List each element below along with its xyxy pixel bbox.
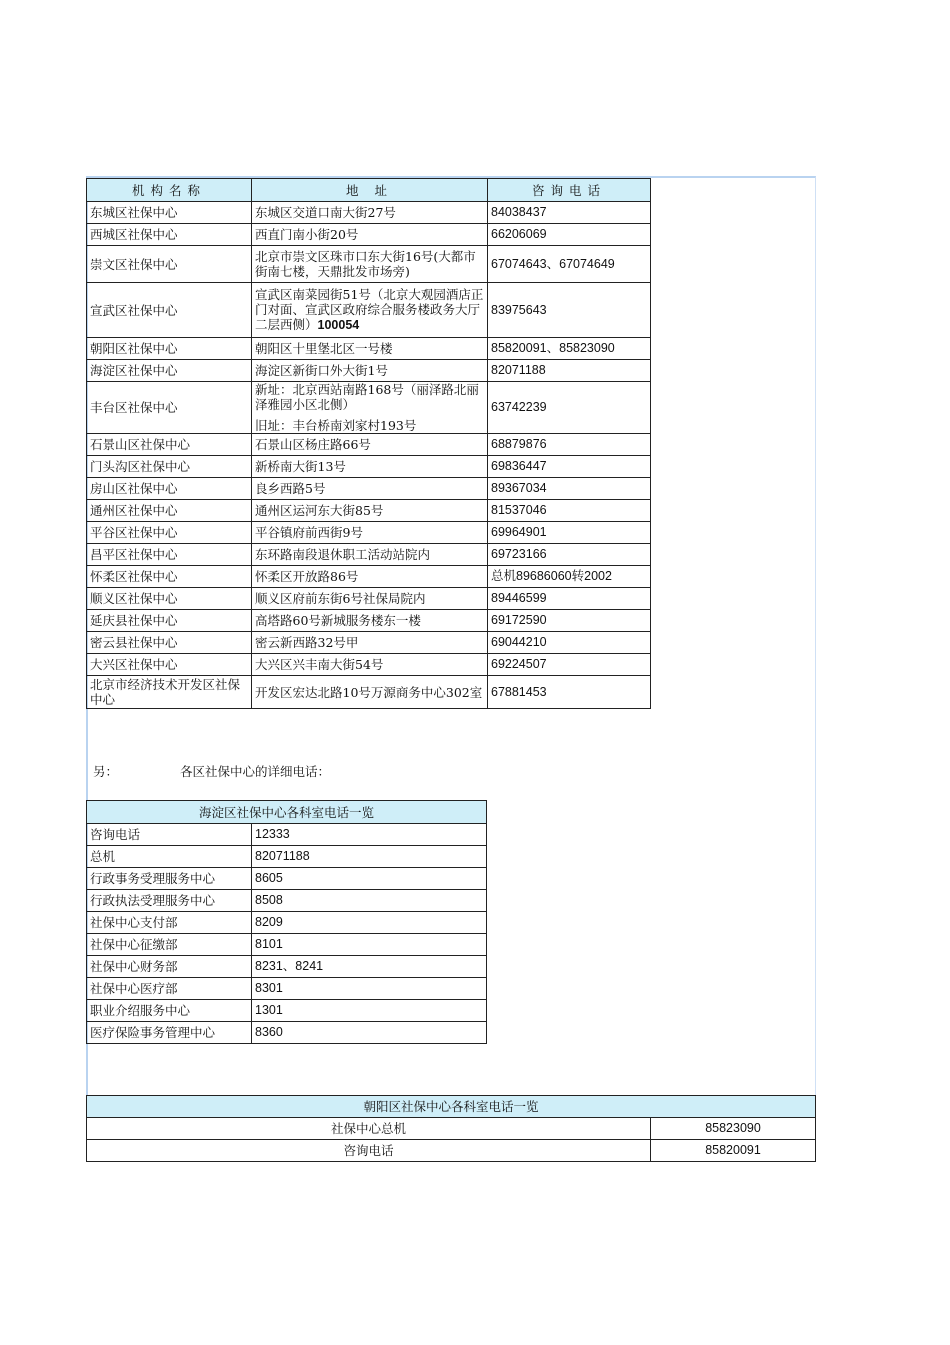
table-row bbox=[87, 360, 651, 382]
center-address bbox=[252, 588, 488, 610]
social-security-centers-table bbox=[86, 178, 651, 709]
address-text: 平谷镇府前西街9号 bbox=[255, 525, 363, 540]
center-name: 大兴区社保中心 bbox=[87, 654, 252, 676]
table-row bbox=[87, 522, 651, 544]
table-row bbox=[87, 434, 651, 456]
department-phone: 8301 bbox=[252, 978, 487, 1000]
center-name: 延庆县社保中心 bbox=[87, 610, 252, 632]
center-address bbox=[252, 338, 488, 360]
address-text: 海淀区新街口外大街1号 bbox=[255, 363, 388, 378]
table-row bbox=[87, 654, 651, 676]
table-row bbox=[87, 456, 651, 478]
department-phone: 85823090 bbox=[651, 1118, 816, 1140]
center-name: 昌平区社保中心 bbox=[87, 544, 252, 566]
center-address bbox=[252, 202, 488, 224]
center-phone: 69836447 bbox=[488, 456, 651, 478]
department-name: 社保中心财务部 bbox=[87, 956, 252, 978]
center-address bbox=[252, 246, 488, 283]
center-name: 顺义区社保中心 bbox=[87, 588, 252, 610]
table-row bbox=[87, 544, 651, 566]
chaoyang-departments-table bbox=[86, 1095, 816, 1162]
center-phone: 68879876 bbox=[488, 434, 651, 456]
center-name: 崇文区社保中心 bbox=[87, 246, 252, 283]
table-row bbox=[87, 1140, 816, 1162]
address-text: 宣武区南菜园街51号（北京大观园酒店正门对面、宣武区政府综合服务楼政务大厅二层西侧） bbox=[255, 287, 484, 332]
center-phone: 69044210 bbox=[488, 632, 651, 654]
table-row bbox=[87, 283, 651, 338]
table-header-row bbox=[87, 179, 651, 202]
center-name: 宣武区社保中心 bbox=[87, 283, 252, 338]
department-phone: 12333 bbox=[252, 824, 487, 846]
table-row bbox=[87, 588, 651, 610]
address-text: 开发区宏达北路10号万源商务中心302室 bbox=[255, 684, 483, 700]
address-text: 大兴区兴丰南大街54号 bbox=[255, 657, 384, 672]
old-address-text: 旧址：丰台桥南刘家村193号 bbox=[255, 418, 417, 433]
center-phone: 67881453 bbox=[488, 676, 651, 709]
note-prefix: 另： bbox=[93, 764, 119, 779]
address-text: 良乡西路5号 bbox=[255, 481, 326, 496]
center-address bbox=[252, 610, 488, 632]
table-row bbox=[87, 566, 651, 588]
center-phone: 85820091、85823090 bbox=[488, 338, 651, 360]
center-address bbox=[252, 456, 488, 478]
address-text: 石景山区杨庄路66号 bbox=[255, 437, 371, 452]
table-row bbox=[87, 824, 487, 846]
address-text: 密云新西路32号甲 bbox=[255, 635, 359, 650]
center-phone: 总机89686060转2002 bbox=[488, 566, 651, 588]
header-phone: 咨询电话 bbox=[488, 179, 651, 202]
center-phone: 66206069 bbox=[488, 224, 651, 246]
address-text: 朝阳区十里堡北区一号楼 bbox=[255, 341, 393, 356]
center-address bbox=[252, 500, 488, 522]
department-name: 行政事务受理服务中心 bbox=[87, 868, 252, 890]
center-address bbox=[252, 224, 488, 246]
department-name: 社保中心征缴部 bbox=[87, 934, 252, 956]
address-text: 顺义区府前东街6号社保局院内 bbox=[255, 591, 426, 606]
table-row bbox=[87, 246, 651, 283]
center-phone: 89446599 bbox=[488, 588, 651, 610]
center-name: 石景山区社保中心 bbox=[87, 434, 252, 456]
table-row bbox=[87, 868, 487, 890]
center-phone: 63742239 bbox=[488, 382, 651, 434]
department-name: 社保中心支付部 bbox=[87, 912, 252, 934]
center-address bbox=[252, 382, 488, 434]
header-name: 机构名称 bbox=[87, 179, 252, 202]
center-address bbox=[252, 676, 488, 709]
address-text: 新桥南大街13号 bbox=[255, 459, 346, 474]
chaoyang-table-title: 朝阳区社保中心各科室电话一览 bbox=[87, 1096, 816, 1118]
center-phone: 82071188 bbox=[488, 360, 651, 382]
table-row bbox=[87, 1000, 487, 1022]
center-address bbox=[252, 283, 488, 338]
table-row bbox=[87, 382, 651, 434]
center-address bbox=[252, 632, 488, 654]
haidian-table-title: 海淀区社保中心各科室电话一览 bbox=[87, 801, 487, 824]
center-name: 北京市经济技术开发区社保中心 bbox=[87, 676, 252, 709]
address-text: 西直门南小街20号 bbox=[255, 227, 359, 242]
department-phone: 8101 bbox=[252, 934, 487, 956]
center-phone: 83975643 bbox=[488, 283, 651, 338]
address-text: 怀柔区开放路86号 bbox=[255, 569, 359, 584]
table-row bbox=[87, 500, 651, 522]
table-row bbox=[87, 934, 487, 956]
center-address bbox=[252, 654, 488, 676]
table-row bbox=[87, 224, 651, 246]
haidian-departments-table bbox=[86, 800, 487, 1044]
note-text: 各区社保中心的详细电话： bbox=[180, 764, 331, 779]
table-row bbox=[87, 338, 651, 360]
center-name: 海淀区社保中心 bbox=[87, 360, 252, 382]
center-phone: 69172590 bbox=[488, 610, 651, 632]
department-phone: 82071188 bbox=[252, 846, 487, 868]
center-address bbox=[252, 544, 488, 566]
table-row bbox=[87, 676, 651, 709]
table-row bbox=[87, 978, 487, 1000]
center-address bbox=[252, 566, 488, 588]
center-address bbox=[252, 360, 488, 382]
center-phone: 67074643、67074649 bbox=[488, 246, 651, 283]
center-phone: 84038437 bbox=[488, 202, 651, 224]
table-row bbox=[87, 912, 487, 934]
center-phone: 69723166 bbox=[488, 544, 651, 566]
center-name: 密云县社保中心 bbox=[87, 632, 252, 654]
center-address bbox=[252, 522, 488, 544]
table-row bbox=[87, 956, 487, 978]
center-name: 丰台区社保中心 bbox=[87, 382, 252, 434]
department-phone: 8209 bbox=[252, 912, 487, 934]
table-row bbox=[87, 1118, 816, 1140]
department-name: 咨询电话 bbox=[87, 1140, 651, 1162]
center-phone: 69964901 bbox=[488, 522, 651, 544]
center-name: 西城区社保中心 bbox=[87, 224, 252, 246]
center-name: 门头沟区社保中心 bbox=[87, 456, 252, 478]
address-text: 东环路南段退休职工活动站院内 bbox=[255, 547, 431, 562]
department-name: 总机 bbox=[87, 846, 252, 868]
center-name: 通州区社保中心 bbox=[87, 500, 252, 522]
table-row bbox=[87, 632, 651, 654]
table-row bbox=[87, 610, 651, 632]
table-row bbox=[87, 846, 487, 868]
center-name: 平谷区社保中心 bbox=[87, 522, 252, 544]
center-name: 怀柔区社保中心 bbox=[87, 566, 252, 588]
address-text: 高塔路60号新城服务楼东一楼 bbox=[255, 613, 421, 628]
table-row bbox=[87, 202, 651, 224]
department-name: 职业介绍服务中心 bbox=[87, 1000, 252, 1022]
address-text: 北京市崇文区珠市口东大街16号(大都市街南七楼，天鼎批发市场旁) bbox=[255, 249, 476, 279]
table-row bbox=[87, 890, 487, 912]
department-phone: 1301 bbox=[252, 1000, 487, 1022]
center-name: 朝阳区社保中心 bbox=[87, 338, 252, 360]
center-address bbox=[252, 478, 488, 500]
postal-code: 100054 bbox=[317, 318, 360, 332]
department-phone: 8231、8241 bbox=[252, 956, 487, 978]
address-text: 东城区交道口南大街27号 bbox=[255, 205, 396, 220]
center-phone: 69224507 bbox=[488, 654, 651, 676]
center-phone: 81537046 bbox=[488, 500, 651, 522]
center-name: 房山区社保中心 bbox=[87, 478, 252, 500]
address-text: 新址：北京西站南路168号（丽泽路北丽泽雅园小区北侧） bbox=[255, 382, 479, 412]
center-name: 东城区社保中心 bbox=[87, 202, 252, 224]
address-text: 通州区运河东大街85号 bbox=[255, 503, 384, 518]
department-phone: 85820091 bbox=[651, 1140, 816, 1162]
department-phone: 8360 bbox=[252, 1022, 487, 1044]
department-name: 社保中心医疗部 bbox=[87, 978, 252, 1000]
table-row bbox=[87, 478, 651, 500]
department-name: 医疗保险事务管理中心 bbox=[87, 1022, 252, 1044]
header-address: 地 址 bbox=[252, 179, 488, 202]
department-name: 行政执法受理服务中心 bbox=[87, 890, 252, 912]
center-phone: 89367034 bbox=[488, 478, 651, 500]
department-name: 社保中心总机 bbox=[87, 1118, 651, 1140]
table-row bbox=[87, 1022, 487, 1044]
department-phone: 8605 bbox=[252, 868, 487, 890]
center-address bbox=[252, 434, 488, 456]
department-name: 咨询电话 bbox=[87, 824, 252, 846]
department-phone: 8508 bbox=[252, 890, 487, 912]
